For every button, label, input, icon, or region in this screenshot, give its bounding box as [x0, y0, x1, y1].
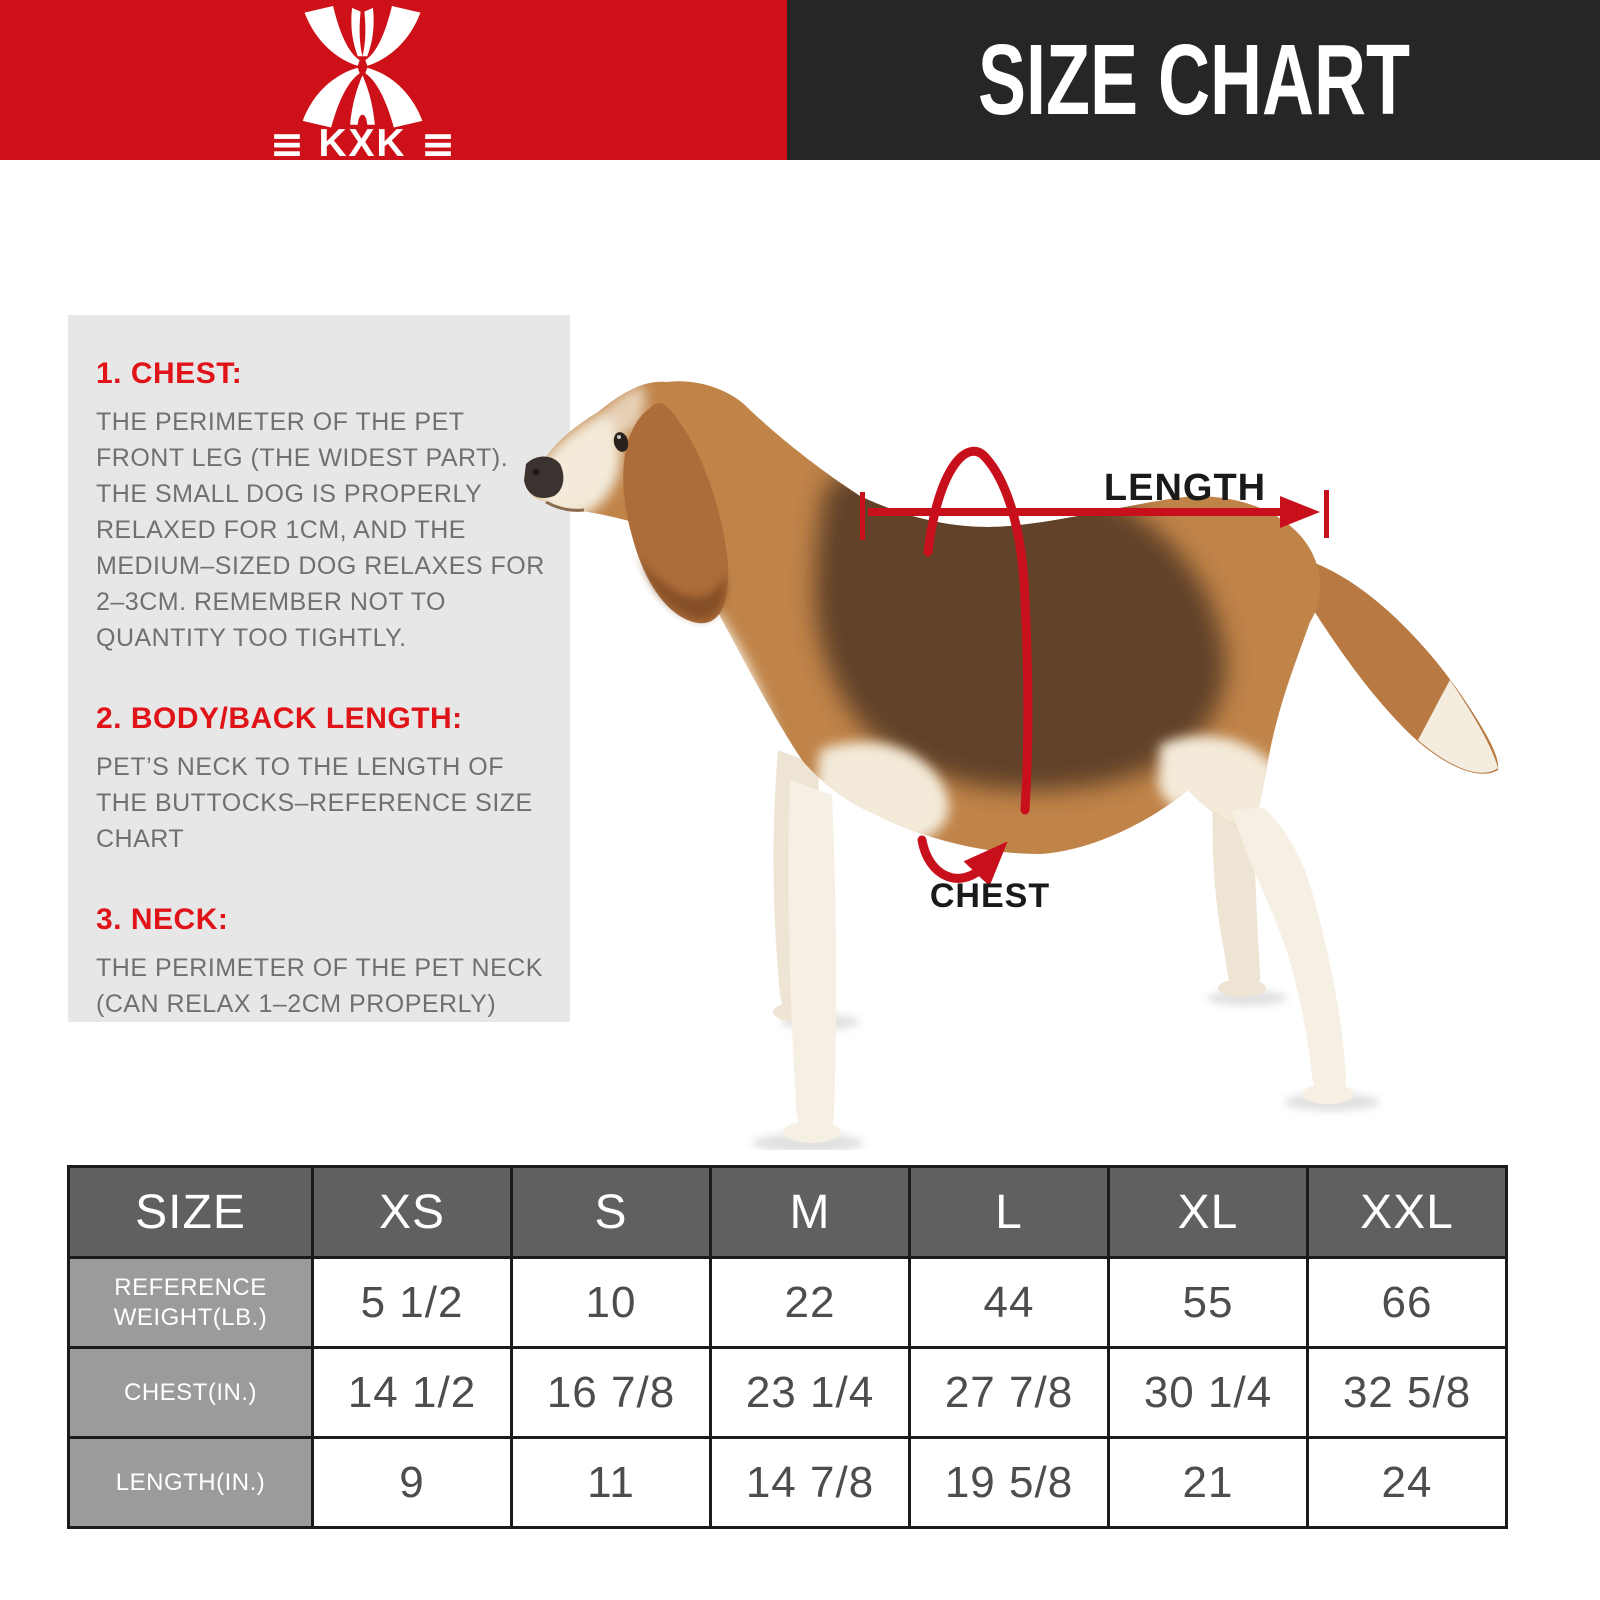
length-arrowhead-icon — [1280, 496, 1320, 528]
kxk-logo — [270, 5, 455, 157]
row-label-length: LENGTH(IN.) — [69, 1438, 313, 1528]
weight-xl: 55 — [1109, 1258, 1308, 1348]
chest-xl: 30 1/4 — [1109, 1348, 1308, 1438]
instruction-body-neck: THE PERIMETER OF THE PET NECK (CAN RELAX 1–2CM PROPERLY) — [96, 954, 543, 1018]
instruction-body-body-length: PET’S NECK TO THE LENGTH OF THE BUTTOCKS–REFERENCE SIZE CHART — [96, 753, 533, 853]
table-row-length — [69, 1438, 1507, 1528]
weight-xxl: 66 — [1308, 1258, 1507, 1348]
dog-tail — [1303, 562, 1499, 774]
table-row-chest — [69, 1348, 1507, 1438]
col-header-s: S — [512, 1167, 711, 1258]
col-header-xxl: XXL — [1308, 1167, 1507, 1258]
col-header-size: SIZE — [69, 1167, 313, 1258]
length-label: LENGTH — [1103, 467, 1267, 509]
chest-l: 27 7/8 — [910, 1348, 1109, 1438]
size-table-header-row — [69, 1167, 1507, 1258]
weight-s: 10 — [512, 1258, 711, 1348]
chest-xxl: 32 5/8 — [1308, 1348, 1507, 1438]
instruction-heading-body-length: 2. BODY/BACK LENGTH: — [96, 702, 463, 735]
col-header-xs: XS — [313, 1167, 512, 1258]
col-header-m: M — [711, 1167, 910, 1258]
length-m: 14 7/8 — [711, 1438, 910, 1528]
chest-m: 23 1/4 — [711, 1348, 910, 1438]
header-title-band — [787, 0, 1600, 160]
instruction-heading-chest: 1. CHEST: — [96, 357, 243, 390]
length-end-tick — [1324, 490, 1329, 538]
length-xs: 9 — [313, 1438, 512, 1528]
length-xxl: 24 — [1308, 1438, 1507, 1528]
instruction-body-chest: THE PERIMETER OF THE PET FRONT LEG (THE WIDEST PART). THE SMALL DOG IS PROPERLY RELAXED FOR 1CM, AND THE MEDIUM–SIZED DOG RELAXES FOR 2–3CM. REMEMBER NOT TO QUANTITY TOO TIGHTLY. — [96, 408, 545, 652]
page-title: SIZE CHART — [977, 24, 1410, 136]
row-label-chest: CHEST(IN.) — [69, 1348, 313, 1438]
ground-shadows — [752, 990, 1380, 1150]
length-l: 19 5/8 — [910, 1438, 1109, 1528]
length-xl: 21 — [1109, 1438, 1308, 1528]
header-red-band — [0, 0, 787, 160]
length-s: 11 — [512, 1438, 711, 1528]
measuring-instructions-panel — [68, 315, 570, 1022]
length-start-tick — [860, 492, 865, 540]
kxk-logo-text: KXK — [318, 122, 407, 157]
kxk-logo-icon — [270, 5, 455, 157]
chest-label: CHEST — [929, 877, 1051, 915]
weight-xs: 5 1/2 — [313, 1258, 512, 1348]
dog-nose — [524, 457, 563, 499]
weight-m: 22 — [711, 1258, 910, 1348]
col-header-l: L — [910, 1167, 1109, 1258]
row-label-weight: REFERENCE WEIGHT(LB.) — [69, 1258, 313, 1348]
chest-s: 16 7/8 — [512, 1348, 711, 1438]
col-header-xl: XL — [1109, 1167, 1308, 1258]
dog-measurement-diagram — [520, 350, 1520, 1150]
table-row-weight — [69, 1258, 1507, 1348]
size-table — [67, 1165, 1508, 1529]
instruction-heading-neck: 3. NECK: — [96, 903, 229, 936]
weight-l: 44 — [910, 1258, 1109, 1348]
beagle-illustration — [520, 350, 1520, 1150]
chest-xs: 14 1/2 — [313, 1348, 512, 1438]
